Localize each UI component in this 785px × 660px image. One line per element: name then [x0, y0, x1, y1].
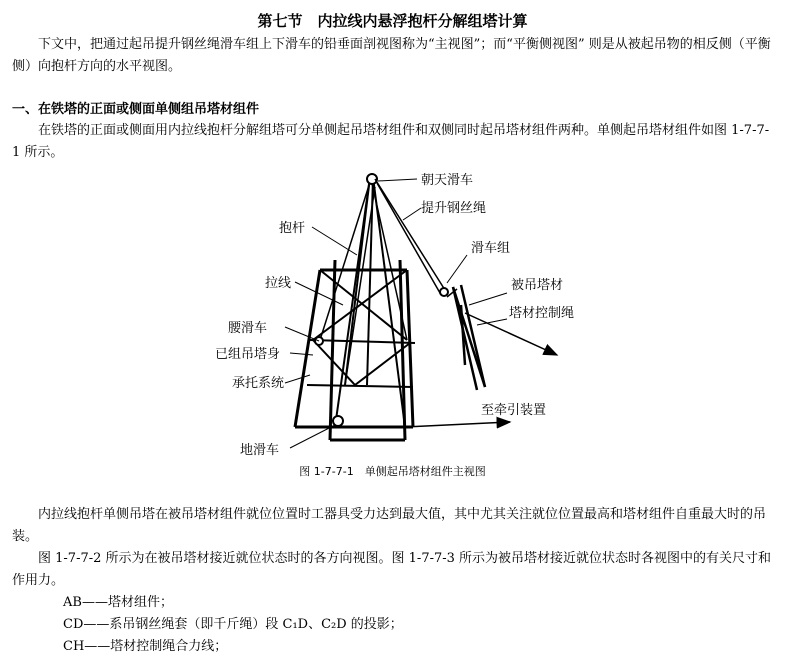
section-paragraph: 在铁塔的正面或侧面用内拉线抱杆分解组塔可分单侧起吊塔材组件和双侧同时起吊塔材组件两种。单侧起吊塔材组件如图 1-7-7-1 所示。 — [12, 123, 770, 160]
label-control-rope: 塔材控制绳 — [509, 306, 575, 321]
definition-item: CD——系吊钢丝绳套（即千斤绳）段 C₁D、C₂D 的投影； — [63, 617, 403, 632]
label-lifted-part: 被吊塔材 — [511, 278, 564, 293]
label-support-system: 承托系统 — [232, 376, 285, 391]
paragraph-2: 内拉线抱杆单侧吊塔在被吊塔材组件就位位置时工器具受力达到最大值，其中尤其关注就位位置最高和塔材组件自重最大时的吊装。 — [12, 507, 767, 544]
label-assembled-tower: 已组吊塔身 — [215, 347, 281, 362]
definition-item: AB——塔材组件； — [63, 595, 173, 610]
lifted-part — [453, 285, 485, 390]
tower-diagram — [195, 165, 615, 465]
figure-1-7-7-1 — [195, 165, 615, 485]
intro-paragraph: 下文中，把通过起吊提升钢丝绳滑车组上下滑车的铅垂面剖视图称为“主视图”；而“平衡侧视图” 则是从被起吊物的相反侧（平衡侧）向抱杆方向的水平视图。 — [12, 37, 771, 74]
leader-lines — [285, 179, 507, 448]
label-ground-pulley: 地滑车 — [240, 443, 280, 458]
pulley-group-icon — [440, 288, 448, 296]
section-heading: 一、在铁塔的正面或侧面单侧组吊塔材组件 — [12, 102, 260, 117]
definitions-list — [63, 592, 403, 658]
label-lifting-rope: 提升钢丝绳 — [421, 201, 487, 216]
ground-pulley-icon — [333, 416, 343, 426]
label-pole: 抱杆 — [279, 221, 306, 236]
traction-arrow — [405, 422, 510, 427]
label-guy: 拉线 — [265, 276, 292, 291]
label-waist-pulley: 腰滑车 — [228, 321, 268, 336]
label-pulley-group: 滑车组 — [471, 241, 511, 256]
label-to-traction: 至牵引装置 — [481, 403, 547, 418]
definition-item: CH——塔材控制绳合力线； — [63, 639, 228, 654]
label-top-pulley: 朝天滑车 — [421, 173, 474, 188]
figure-caption: 图 1-7-7-1 单侧起吊塔材组件主视图 — [299, 465, 486, 478]
section-title: 第七节 内拉线内悬浮抱杆分解组塔计算 — [257, 12, 528, 30]
paragraph-3: 图 1-7-7-2 所示为在被吊塔材接近就位状态时的各方向视图。图 1-7-7-3 所示为被吊塔材接近就位状态时各视图中的有关尺寸和作用力。 — [12, 551, 772, 588]
